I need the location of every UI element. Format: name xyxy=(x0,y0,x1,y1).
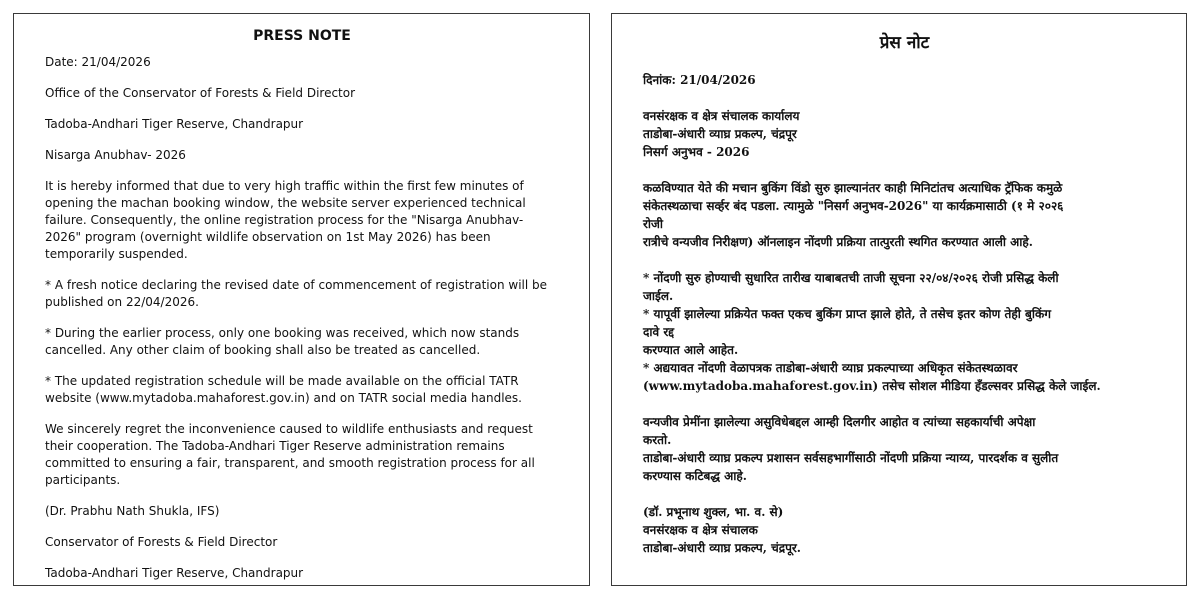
marathi-body-paragraph-1 xyxy=(643,179,1166,251)
english-reserve: Tadoba-Andhari Tiger Reserve, Chandrapur xyxy=(45,117,304,131)
marathi-body2-line: करतो. xyxy=(643,433,672,447)
marathi-reserve: ताडोबा-अंधारी व्याघ्र प्रकल्प, चंद्रपूर xyxy=(643,127,797,141)
marathi-header-block xyxy=(643,107,1166,161)
english-body-paragraph-2: We sincerely regret the inconvenience caused to wildlife enthusiasts and request their cooperation. The Tadoba-Andhari Tiger Reserve administration remains committed to ensuring a fair, transparent, and smooth registration process for all participants. xyxy=(45,422,535,487)
english-signatory: (Dr. Prabhu Nath Shukla, IFS) xyxy=(45,504,220,518)
marathi-body-paragraph-2 xyxy=(643,413,1166,485)
marathi-bullets xyxy=(643,269,1166,395)
english-bullet-3: * The updated registration schedule will be made available on the official TATR website (www.mytadoba.mahaforest.gov.in) and on TATR social media handles. xyxy=(45,374,522,405)
marathi-reserve-footer: ताडोबा-अंधारी व्याघ्र प्रकल्प, चंद्रपूर. xyxy=(643,541,801,555)
marathi-press-note-panel xyxy=(611,13,1187,586)
marathi-bullet-3-line: * अद्ययावत नोंदणी वेळापत्रक ताडोबा-अंधारी व्याघ्र प्रकल्पाच्या अधिकृत संकेतस्थळावर xyxy=(643,361,1018,375)
marathi-bullet-3-line: (www.mytadoba.mahaforest.gov.in) तसेच सोशल मीडिया हँडल्सवर प्रसिद्ध केले जाईल. xyxy=(643,379,1101,393)
marathi-office: वनसंरक्षक व क्षेत्र संचालक कार्यालय xyxy=(643,109,800,123)
english-body-paragraph-1: It is hereby informed that due to very high traffic within the first few minutes of opening the machan booking window, the website server experienced technical failure. Consequently, the online registration process for the "Nisarga Anubhav-2026" program (overnight wildlife observation on 1st May 2026) has been temporarily suspended. xyxy=(45,179,526,261)
marathi-bullet-2-line: दावे रद्द xyxy=(643,325,675,339)
marathi-bullet-2-line: * यापूर्वी झालेल्या प्रक्रियेत फक्त एकच बुकिंग प्राप्त झाले होते, ते तसेच इतर कोण तेही बुकिंग xyxy=(643,307,1051,321)
english-date: Date: 21/04/2026 xyxy=(45,55,151,69)
marathi-bullet-2-line: करण्यात आले आहेत. xyxy=(643,343,739,357)
english-title: PRESS NOTE xyxy=(253,28,351,44)
marathi-body1-line: कळविण्यात येते की मचान बुकिंग विंडो सुरु झाल्यानंतर काही मिनिटांतच अत्याधिक ट्रॅफिक कमुळे xyxy=(643,181,1063,195)
marathi-body1-line: रात्रीचे वन्यजीव निरीक्षण) ऑनलाइन नोंदणी प्रक्रिया तात्पुरती स्थगित करण्यात आली आहे. xyxy=(643,235,1033,249)
english-bullet-2: * During the earlier process, only one booking was received, which now stands cancelled. Any other claim of booking shall also be treated as cancelled. xyxy=(45,326,520,357)
marathi-date: दिनांक: 21/04/2026 xyxy=(643,73,756,87)
marathi-body1-line: रोजी xyxy=(643,217,664,231)
english-office: Office of the Conservator of Forests & Field Director xyxy=(45,86,356,100)
english-reserve-footer: Tadoba-Andhari Tiger Reserve, Chandrapur xyxy=(45,566,304,580)
marathi-event: निसर्ग अनुभव - 2026 xyxy=(643,145,750,159)
english-event: Nisarga Anubhav- 2026 xyxy=(45,148,186,162)
marathi-signatory: (डॉ. प्रभूनाथ शुक्ल, भा. व. से) xyxy=(643,505,784,519)
marathi-body1-line: संकेतस्थळाचा सर्व्हर बंद पडला. त्यामुळे "निसर्ग अनुभव-2026" या कार्यक्रमासाठी (१ मे २०२६ xyxy=(643,199,1064,213)
marathi-body2-line: करण्यास कटिबद्ध आहे. xyxy=(643,469,747,483)
marathi-bullet-1-line: * नोंदणी सुरु होण्याची सुधारित तारीख याबाबतची ताजी सूचना २२/०४/२०२६ रोजी प्रसिद्ध केली xyxy=(643,271,1059,285)
english-designation: Conservator of Forests & Field Director xyxy=(45,535,278,549)
marathi-designation: वनसंरक्षक व क्षेत्र संचालक xyxy=(643,523,758,537)
english-bullet-1: * A fresh notice declaring the revised date of commencement of registration will be published on 22/04/2026. xyxy=(45,278,548,309)
marathi-signature-block xyxy=(643,503,1166,557)
marathi-title: प्रेस नोट xyxy=(879,33,930,53)
marathi-body2-line: ताडोबा-अंधारी व्याघ्र प्रकल्प प्रशासन सर्वसहभागींसाठी नोंदणी प्रक्रिया न्याय्य, पारदर्शक व सुलीत xyxy=(643,451,1059,465)
marathi-body2-line: वन्यजीव प्रेमींना झालेल्या असुविधेबद्दल आम्ही दिलगीर आहोत व त्यांच्या सहकार्याची अपेक्षा xyxy=(643,415,1036,429)
marathi-bullet-1-line: जाईल. xyxy=(643,289,674,303)
english-press-note-panel xyxy=(13,13,590,586)
